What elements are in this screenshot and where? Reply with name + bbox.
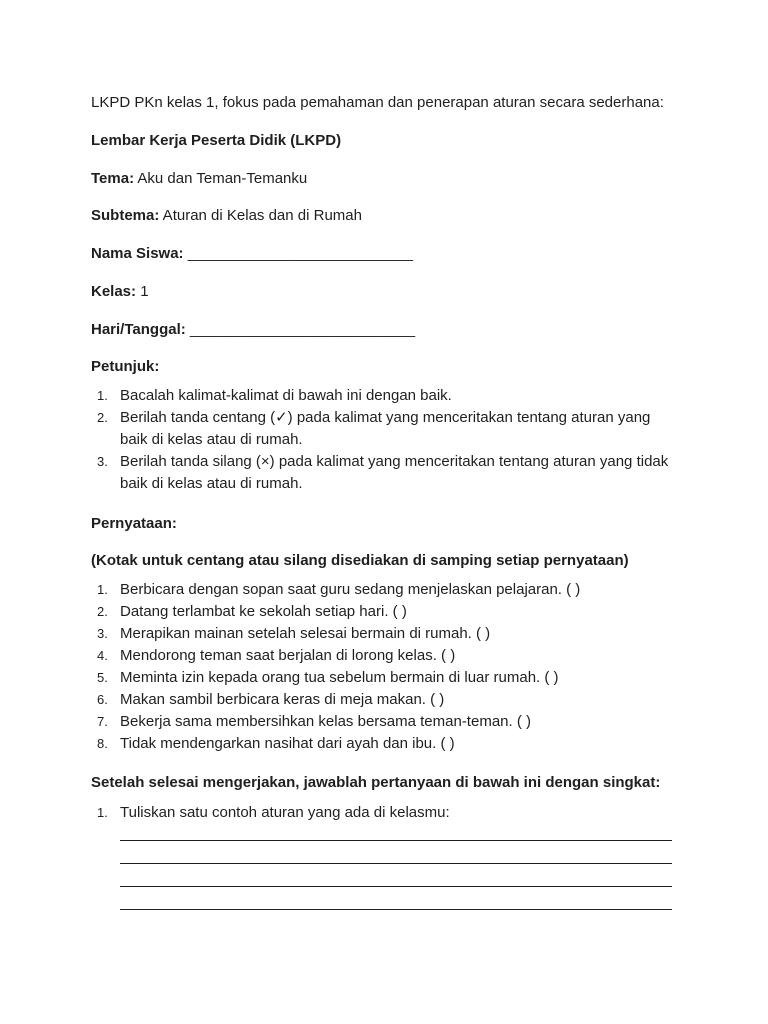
- list-text: Merapikan mainan setelah selesai bermain di rumah. ( ): [120, 625, 491, 642]
- list-number: 2.: [97, 604, 108, 619]
- pernyataan-title: Pernyataan:: [91, 515, 177, 532]
- list-text: Makan sambil berbicara keras di meja makan. ( ): [120, 691, 445, 708]
- tema-label: Tema:: [91, 170, 135, 187]
- petunjuk-list: [91, 385, 677, 495]
- list-number: 2.: [97, 410, 108, 425]
- list-number: 5.: [97, 670, 108, 685]
- list-text: Tidak mendengarkan nasihat dari ayah dan ibu. ( ): [120, 735, 455, 752]
- list-text: Mendorong teman saat berjalan di lorong kelas. ( ): [120, 647, 456, 664]
- list-text: Meminta izin kepada orang tua sebelum bermain di luar rumah. ( ): [120, 669, 559, 686]
- answer-line: [120, 886, 672, 887]
- pernyataan-note: (Kotak untuk centang atau silang disediakan di samping setiap pernyataan): [91, 552, 629, 569]
- list-item: [91, 579, 677, 601]
- list-number: 1.: [97, 388, 108, 403]
- subtema-field: [91, 205, 677, 227]
- hari-tanggal-field: [91, 319, 677, 341]
- hari-tanggal-label: Hari/Tanggal:: [91, 321, 186, 338]
- pernyataan-list: [91, 579, 677, 755]
- worksheet-heading: Lembar Kerja Peserta Didik (LKPD): [91, 132, 342, 149]
- pertanyaan-title: Setelah selesai mengerjakan, jawablah pertanyaan di bawah ini dengan singkat:: [91, 774, 661, 791]
- kelas-value: 1: [136, 283, 149, 300]
- subtema-value: Aturan di Kelas dan di Rumah: [159, 207, 362, 224]
- list-number: 1.: [97, 805, 108, 820]
- tema-value: Aku dan Teman-Temanku: [134, 170, 308, 187]
- list-number: 3.: [97, 626, 108, 641]
- list-item: [91, 645, 677, 667]
- list-text: Tuliskan satu contoh aturan yang ada di kelasmu:: [120, 804, 450, 821]
- list-item: [91, 711, 677, 733]
- list-text: Berbicara dengan sopan saat guru sedang menjelaskan pelajaran. ( ): [120, 581, 581, 598]
- list-item: [91, 802, 677, 824]
- list-text: Bacalah kalimat-kalimat di bawah ini dengan baik.: [120, 387, 452, 404]
- list-item: [91, 385, 677, 407]
- list-text: Berilah tanda centang (✓) pada kalimat yang menceritakan tentang aturan yang baik di kelas atau di rumah.: [120, 409, 651, 448]
- tema-field: [91, 168, 677, 190]
- intro-text: LKPD PKn kelas 1, fokus pada pemahaman dan penerapan aturan secara sederhana:: [91, 94, 664, 111]
- nama-siswa-field: [91, 243, 677, 265]
- answer-lines: [120, 840, 672, 910]
- answer-line: [120, 840, 672, 841]
- list-text: Datang terlambat ke sekolah setiap hari. ( ): [120, 603, 407, 620]
- list-number: 8.: [97, 736, 108, 751]
- list-number: 1.: [97, 582, 108, 597]
- list-number: 7.: [97, 714, 108, 729]
- list-item: [91, 601, 677, 623]
- list-number: 3.: [97, 454, 108, 469]
- list-text: Berilah tanda silang (×) pada kalimat yang menceritakan tentang aturan yang tidak baik di kelas atau di rumah.: [120, 453, 669, 492]
- petunjuk-title: Petunjuk:: [91, 358, 160, 375]
- list-item: [91, 407, 677, 451]
- list-number: 6.: [97, 692, 108, 707]
- pertanyaan-list: [91, 802, 677, 824]
- list-item: [91, 451, 677, 495]
- list-item: [91, 623, 677, 645]
- list-number: 4.: [97, 648, 108, 663]
- nama-siswa-blank: ___________________________: [183, 245, 413, 262]
- hari-tanggal-blank: ___________________________: [185, 321, 416, 338]
- list-item: [91, 733, 677, 755]
- answer-line: [120, 909, 672, 910]
- kelas-label: Kelas:: [91, 283, 137, 300]
- subtema-label: Subtema:: [91, 207, 160, 224]
- answer-line: [120, 863, 672, 864]
- list-item: [91, 667, 677, 689]
- list-text: Bekerja sama membersihkan kelas bersama teman-teman. ( ): [120, 713, 531, 730]
- kelas-field: [91, 281, 677, 303]
- nama-siswa-label: Nama Siswa:: [91, 245, 184, 262]
- list-item: [91, 689, 677, 711]
